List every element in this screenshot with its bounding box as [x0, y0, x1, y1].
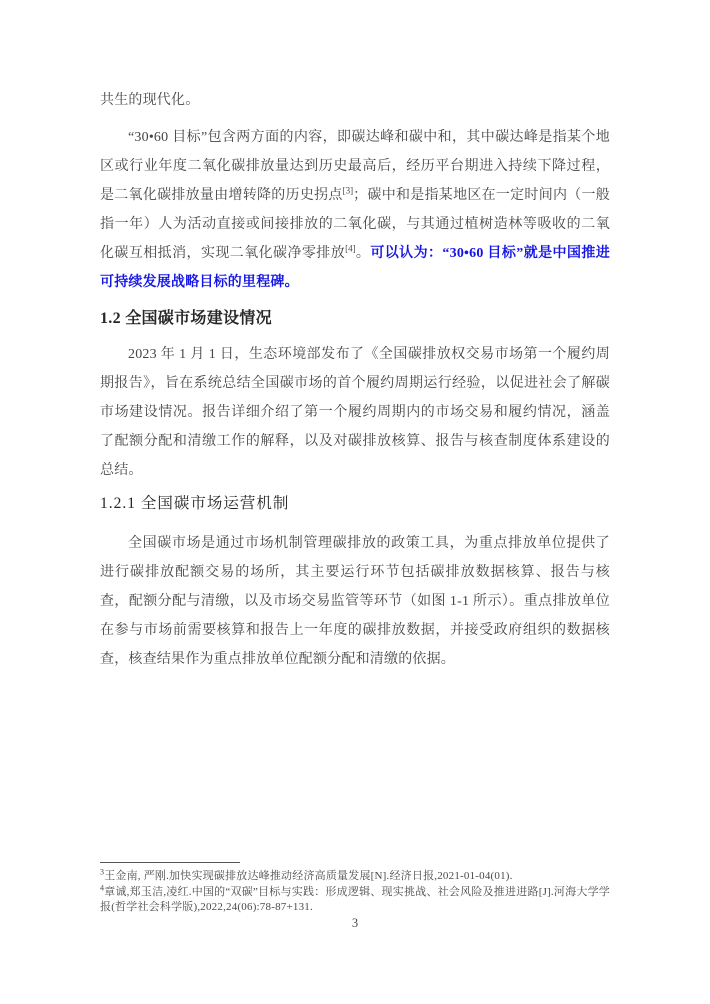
footnote-4-marker: 4	[100, 882, 105, 892]
footnote-3-text: 王金南, 严刚.加快实现碳排放达峰推动经济高质量发展[N].经济日报,2021-01-04(01).	[104, 870, 513, 882]
footnote-4-text: 章诚,郑玉洁,凌红.中国的“双碳”目标与实践：形成逻辑、现实挑战、社会风险及推进进路[J].河海大学学报(哲学社会科学版),2022,24(06):78-87+131.	[100, 885, 610, 913]
paragraph-market-report: 2023 年 1 月 1 日，生态环境部发布了《全国碳排放权交易市场第一个履约周期报告》，旨在系统总结全国碳市场的首个履约周期运行经验，以促进社会了解碳市场建设情况。报告详细介绍了第一个履约周期内的市场交易和履约情况，涵盖了配额分配和清缴工作的解释，以及对碳排放核算、报告与核查制度体系建设的总结。	[100, 347, 610, 478]
goals-text-1: “30•60 目标”包含两方面的内容，即碳达峰和碳中和，其中碳达峰是指某个地区或行业年度二氧化碳排放量达到历史最高后，经历平台期进入持续下降过程，是二氧化碳排放量由增转降的历史拐点	[100, 130, 610, 203]
footnote-separator	[100, 862, 240, 863]
footnote-3-marker: 3	[100, 867, 105, 877]
paragraph-continued: 共生的现代化。	[100, 93, 200, 108]
page-number: 3	[351, 916, 359, 930]
footnote-3	[100, 869, 610, 885]
goals-text-2: ；碳中和是指某地区在一定时间内（一般指一年）人为活动直接或间接排放的二氧化碳，与其通过植树造林等吸收的二氧化碳互相抵消，实现二氧化碳净零排放	[100, 188, 610, 261]
footnote-ref-3: [3]	[342, 185, 354, 196]
goals-text-3: 。	[355, 246, 371, 261]
footnote-ref-4: [4]	[345, 243, 356, 254]
page-content	[100, 86, 610, 674]
footnotes-section	[100, 862, 610, 916]
section-heading-1-2: 1.2 全国碳市场建设情况	[100, 310, 272, 327]
highlight-sentence: 可以认为：“30•60 目标”就是中国推进可持续发展战略目标的里程碑。	[100, 246, 611, 290]
footnote-4	[100, 882, 610, 916]
paragraph-3060-goals	[100, 123, 610, 297]
paragraph-market-mechanism: 全国碳市场是通过市场机制管理碳排放的政策工具，为重点排放单位提供了进行碳排放配额交易的场所，其主要运行环节包括碳排放数据核算、报告与核查，配额分配与清缴，以及市场交易监管等环节（如图 1-1 所示）。重点排放单位在参与市场前需要核算和报告上一年度的碳排放数据，并接受政府组织的数据核查，核查结果作为重点排放单位配额分配和清缴的依据。	[100, 536, 610, 667]
subsection-heading-1-2-1: 1.2.1 全国碳市场运营机制	[100, 495, 290, 512]
